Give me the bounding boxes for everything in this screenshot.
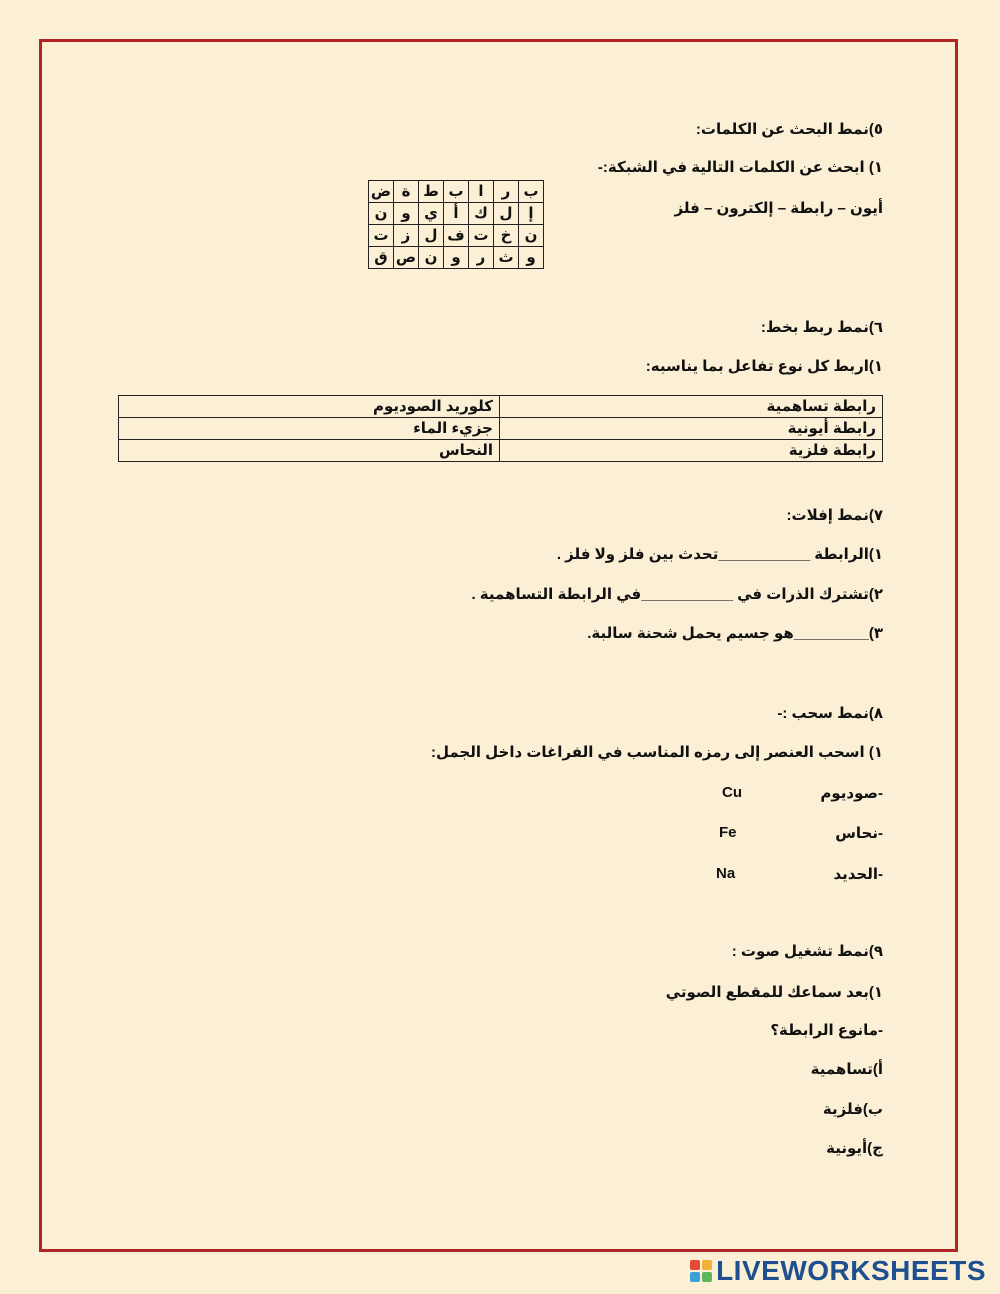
section6-instruction: ١)اربط كل نوع تفاعل بما يناسبه: bbox=[645, 358, 883, 375]
element-name-iron: -الحديد bbox=[833, 866, 883, 883]
grid-row bbox=[369, 181, 544, 203]
grid-cell[interactable]: ل bbox=[494, 203, 519, 225]
grid-row bbox=[369, 247, 544, 269]
grid-cell[interactable]: ث bbox=[494, 247, 519, 269]
grid-cell[interactable]: ط bbox=[419, 181, 444, 203]
grid-cell[interactable]: ض bbox=[369, 181, 394, 203]
logo-mark-icon bbox=[690, 1260, 712, 1282]
draggable-symbol-cu[interactable]: Cu bbox=[722, 784, 742, 801]
grid-cell[interactable]: ق bbox=[369, 247, 394, 269]
fill-blank-item-3[interactable]: ٣)_________هو جسيم يحمل شحنة سالبة. bbox=[587, 625, 883, 642]
grid-cell[interactable]: ف bbox=[444, 225, 469, 247]
grid-cell[interactable]: ن bbox=[419, 247, 444, 269]
grid-cell[interactable]: ن bbox=[369, 203, 394, 225]
grid-cell[interactable]: ا bbox=[469, 181, 494, 203]
grid-cell[interactable]: ر bbox=[494, 181, 519, 203]
section9-heading: ٩)نمط تشغيل صوت : bbox=[731, 943, 883, 960]
liveworksheets-logo bbox=[690, 1255, 986, 1287]
section8-instruction: ١) اسحب العنصر إلى رمزه المناسب في الفراغات داخل الجمل: bbox=[430, 744, 883, 761]
grid-cell[interactable]: ب bbox=[519, 181, 544, 203]
matching-table bbox=[118, 395, 883, 462]
section5-words: أيون – رابطة – إلكترون – فلز bbox=[674, 200, 883, 217]
section7-heading: ٧)نمط إفلات: bbox=[786, 507, 883, 524]
section9-question: -مانوع الرابطة؟ bbox=[770, 1022, 883, 1039]
grid-cell[interactable]: و bbox=[394, 203, 419, 225]
section5-heading: ٥)نمط البحث عن الكلمات: bbox=[695, 121, 883, 138]
table-row bbox=[119, 418, 883, 440]
match-left-cell[interactable]: رابطة أيونية bbox=[500, 418, 883, 440]
grid-cell[interactable]: و bbox=[444, 247, 469, 269]
logo-text: LIVEWORKSHEETS bbox=[716, 1255, 986, 1286]
match-left-cell[interactable]: رابطة فلزية bbox=[500, 440, 883, 462]
option-c[interactable]: ج)أيونية bbox=[826, 1140, 883, 1157]
match-right-cell[interactable]: جزيء الماء bbox=[119, 418, 500, 440]
grid-cell[interactable]: ت bbox=[469, 225, 494, 247]
draggable-symbol-na[interactable]: Na bbox=[716, 865, 736, 882]
grid-cell[interactable]: ل bbox=[419, 225, 444, 247]
section8-heading: ٨)نمط سحب :- bbox=[777, 705, 883, 722]
grid-cell[interactable]: إ bbox=[519, 203, 544, 225]
match-left-cell[interactable]: رابطة تساهمية bbox=[500, 396, 883, 418]
grid-cell[interactable]: و bbox=[519, 247, 544, 269]
grid-cell[interactable]: ن bbox=[519, 225, 544, 247]
table-row bbox=[119, 396, 883, 418]
grid-cell[interactable]: ب bbox=[444, 181, 469, 203]
grid-cell[interactable]: ص bbox=[394, 247, 419, 269]
option-b[interactable]: ب)فلزية bbox=[822, 1101, 883, 1118]
word-search-grid[interactable] bbox=[368, 180, 544, 269]
match-right-cell[interactable]: كلوريد الصوديوم bbox=[119, 396, 500, 418]
grid-cell[interactable]: ك bbox=[469, 203, 494, 225]
fill-blank-item-2[interactable]: ٢)تشترك الذرات في ___________في الرابطة التساهمية . bbox=[471, 586, 883, 603]
element-name-sodium: -صوديوم bbox=[820, 785, 883, 802]
grid-row bbox=[369, 203, 544, 225]
element-name-copper: -نحاس bbox=[835, 825, 883, 842]
match-right-cell[interactable]: النحاس bbox=[119, 440, 500, 462]
grid-cell[interactable]: ت bbox=[369, 225, 394, 247]
grid-cell[interactable]: أ bbox=[444, 203, 469, 225]
grid-row bbox=[369, 225, 544, 247]
draggable-symbol-fe[interactable]: Fe bbox=[719, 824, 737, 841]
section6-heading: ٦)نمط ربط بخط: bbox=[760, 319, 883, 336]
grid-cell[interactable]: ز bbox=[394, 225, 419, 247]
option-a[interactable]: أ)تساهمية bbox=[810, 1061, 883, 1078]
grid-cell[interactable]: ي bbox=[419, 203, 444, 225]
table-row bbox=[119, 440, 883, 462]
grid-cell[interactable]: ر bbox=[469, 247, 494, 269]
fill-blank-item-1[interactable]: ١)الرابطة ___________تحدث بين فلز ولا فلز . bbox=[556, 546, 883, 563]
grid-cell[interactable]: خ bbox=[494, 225, 519, 247]
grid-cell[interactable]: ة bbox=[394, 181, 419, 203]
section5-instruction: ١) ابحث عن الكلمات التالية في الشبكة:- bbox=[597, 159, 883, 176]
section9-instruction: ١)بعد سماعك للمقطع الصوتي bbox=[665, 984, 883, 1001]
